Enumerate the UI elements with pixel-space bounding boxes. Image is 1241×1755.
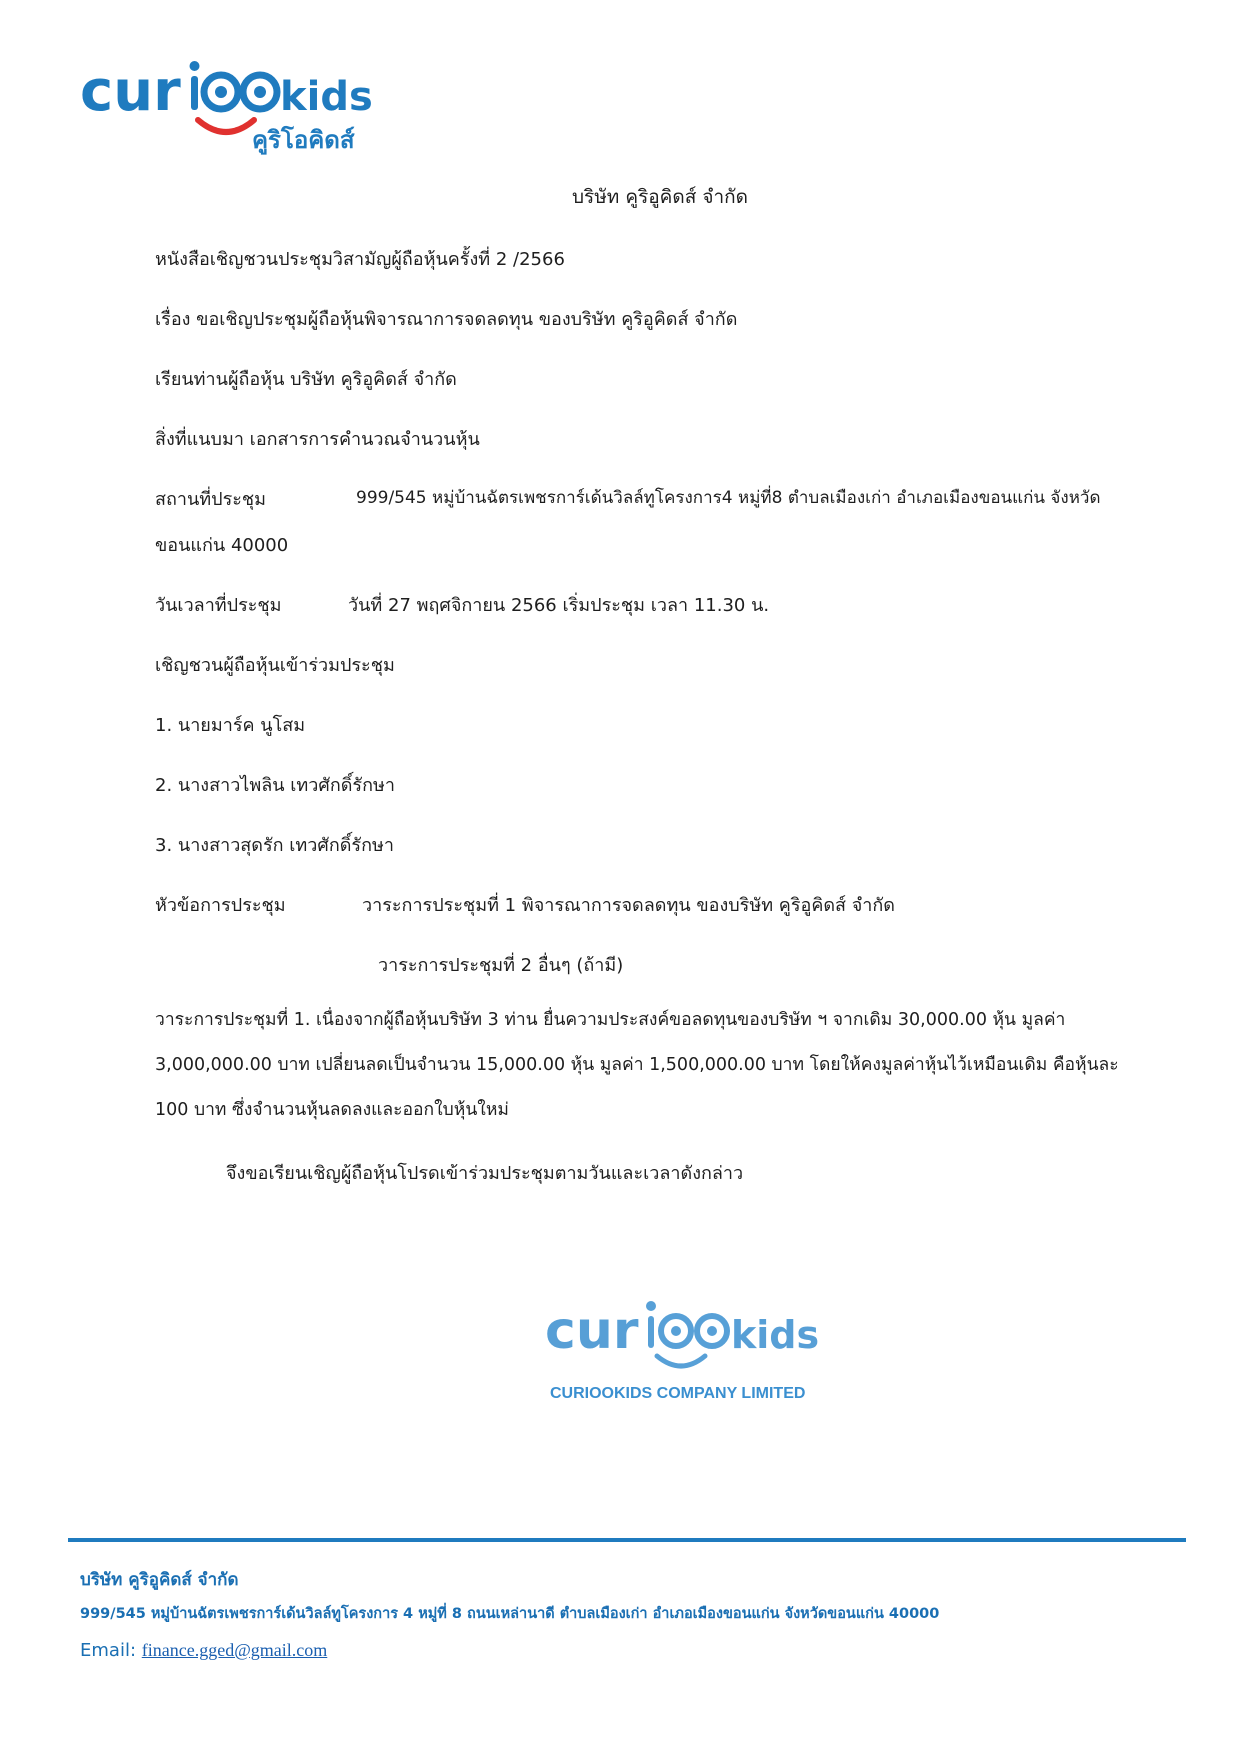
footer-email-row (80, 1640, 327, 1661)
invitees-heading: เชิญชวนผู้ถือหุ้นเข้าร่วมประชุม (155, 655, 395, 676)
agenda-detail-paragraph (155, 998, 1155, 1133)
header-company-name: บริษัท คูริอูคิดส์ จำกัด (572, 186, 749, 208)
footer-divider (68, 1538, 1186, 1542)
svg-text:cur: cur (545, 1301, 639, 1361)
svg-text:kids: kids (280, 74, 373, 120)
agenda-label: หัวข้อการประชุม (155, 895, 286, 916)
email-label: Email: (80, 1640, 137, 1661)
attachment-line: สิ่งที่แนบมา เอกสารการคำนวณจำนวนหุ้น (155, 429, 480, 450)
stamp-caption: CURIOOKIDS COMPANY LIMITED (550, 1385, 806, 1402)
agenda-item-1: วาระการประชุมที่ 1 พิจารณาการจดลดทุน ของบริษัท คูริอูคิดส์ จำกัด (362, 895, 895, 916)
closing-line: จึงขอเรียนเชิญผู้ถือหุ้นโปรดเข้าร่วมประชุมตามวันและเวลาดังกล่าว (226, 1163, 744, 1184)
company-stamp (545, 1290, 845, 1410)
subject-line: เรื่อง ขอเชิญประชุมผู้ถือหุ้นพิจารณาการจดลดทุน ของบริษัท คูริอูคิดส์ จำกัด (155, 309, 738, 330)
svg-text:cur: cur (80, 59, 181, 124)
venue-label: สถานที่ประชุม (155, 489, 267, 510)
email-link[interactable]: finance.gged@gmail.com (141, 1640, 328, 1660)
invitation-title: หนังสือเชิญชวนประชุมวิสามัญผู้ถือหุ้นครั้งที่ 2 /2566 (155, 249, 565, 270)
svg-text:kids: kids (731, 1313, 820, 1357)
detail-line: 3,000,000.00 บาท เปลี่ยนลดเป็นจำนวน 15,000.00 หุ้น มูลค่า 1,500,000.00 บาท โดยให้คงมูลค่าหุ้นไว้เหมือนเดิม คือหุ้นละ (155, 1055, 1119, 1075)
venue-value: 999/545 หมู่บ้านฉัตรเพชรการ์เด้นวิลล์ทูโครงการ4 หมู่ที่8 ตำบลเมืองเก่า อำเภอเมืองขอนแก่น จังหวัด (356, 488, 1101, 508)
footer-company: บริษัท คูริอูคิดส์ จำกัด (80, 1570, 239, 1590)
datetime-label: วันเวลาที่ประชุม (155, 595, 282, 616)
venue-continued: ขอนแก่น 40000 (155, 535, 289, 556)
logo-thai-text: คูริโอคิดส์ (252, 126, 355, 154)
invitee-item: 3. นางสาวสุดรัก เทวศักดิ์รักษา (155, 835, 394, 856)
detail-line: 100 บาท ซึ่งจำนวนหุ้นลดลงและออกใบหุ้นใหม่ (155, 1100, 509, 1120)
datetime-value: วันที่ 27 พฤศจิกายน 2566 เริ่มประชุม เวลา 11.30 น. (348, 595, 770, 616)
curiookids-logo-graphic (80, 48, 380, 168)
stamp-logo-graphic (545, 1290, 845, 1410)
agenda-item-2: วาระการประชุมที่ 2 อื่นๆ (ถ้ามี) (378, 955, 624, 976)
footer-address: 999/545 หมู่บ้านฉัตรเพชรการ์เด้นวิลล์ทูโครงการ 4 หมู่ที่ 8 ถนนเหล่านาดี ตำบลเมืองเก่า อำเภอเมืองขอนแก่น จังหวัดขอนแก่น 40000 (80, 1606, 940, 1622)
addressee-line: เรียนท่านผู้ถือหุ้น บริษัท คูริอูคิดส์ จำกัด (155, 369, 457, 390)
invitee-item: 2. นางสาวไพลิน เทวศักดิ์รักษา (155, 775, 395, 796)
detail-line: วาระการประชุมที่ 1. เนื่องจากผู้ถือหุ้นบริษัท 3 ท่าน ยื่นความประสงค์ขอลดทุนของบริษัท ฯ จากเดิม 30,000.00 หุ้น มูลค่า (155, 1010, 1066, 1030)
invitee-item: 1. นายมาร์ค นูโสม (155, 715, 306, 736)
company-logo (80, 48, 380, 168)
